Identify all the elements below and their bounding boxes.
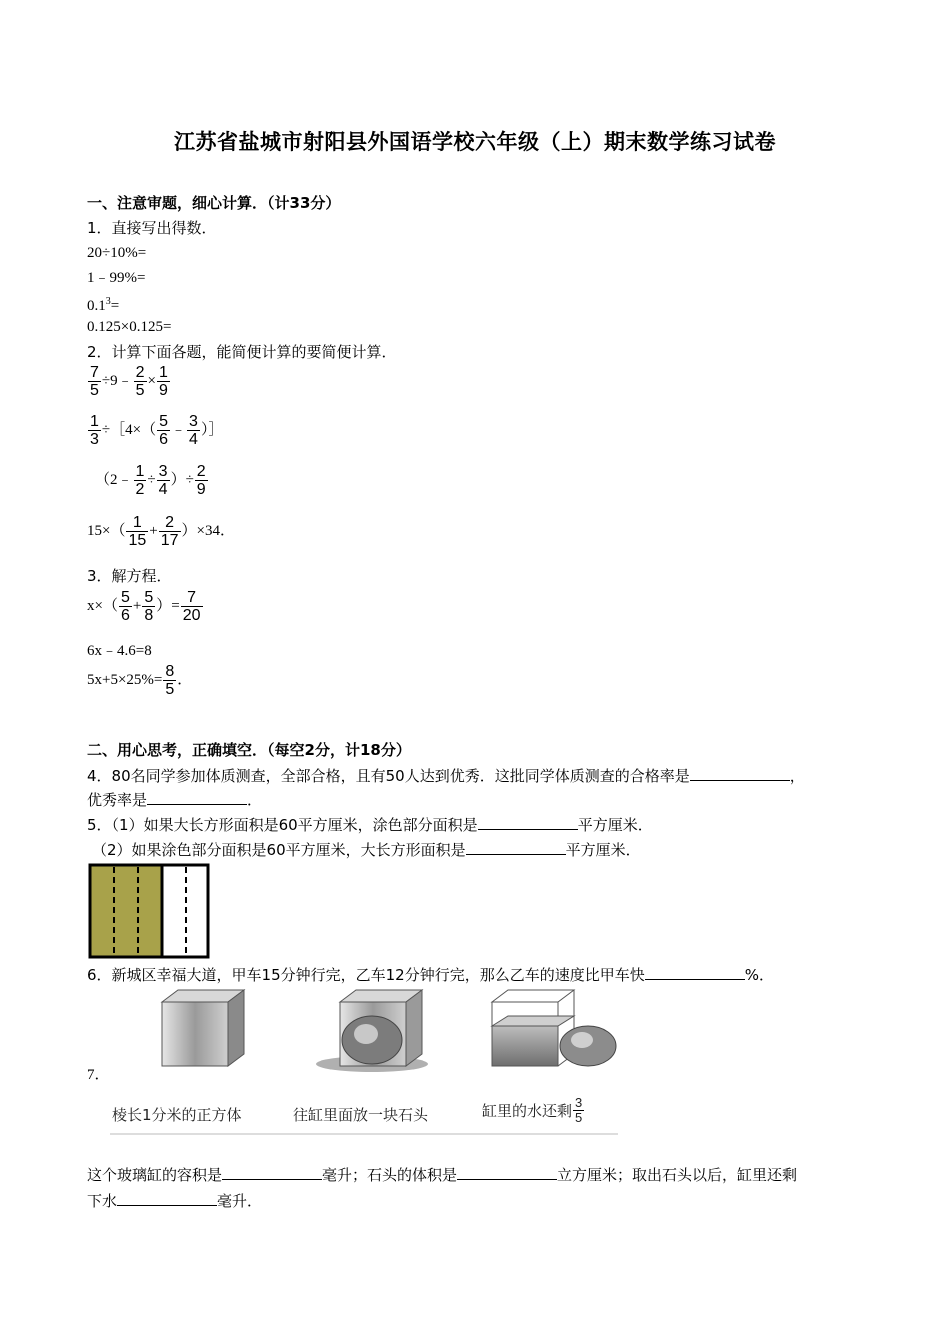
- q7-number: 7．: [87, 1067, 110, 1083]
- caption-1: 棱长1分米的正方体: [112, 1106, 242, 1124]
- cube-with-stone: [316, 990, 428, 1072]
- rectangle-diagram: [88, 863, 212, 959]
- q7-line-2: 下水 毫升．: [87, 1192, 263, 1210]
- q2-expr-2: $\frac{1}{3}$ ÷［4×（ $\frac{5}{6}$ ﹣ $\frac{3}{4}$ ）］: [90, 413, 224, 448]
- q3-expr-2: 6x﹣4.6=8: [87, 643, 152, 659]
- q3-prompt: 3．解方程．: [87, 567, 172, 585]
- answer-blank: [147, 790, 247, 805]
- shaded-part: [90, 865, 162, 957]
- q7-line-1: 这个玻璃缸的容积是 毫升；石头的体积是 立方厘米；取出石头以后，缸里还剩: [87, 1166, 798, 1184]
- q1-item-4: 0.125×0.125=: [87, 319, 172, 335]
- answer-blank: [457, 1165, 557, 1180]
- q6-line: 6．新城区幸福大道，甲车15分钟行完，乙车12分钟行完，那么乙车的速度比甲车快 %．: [87, 966, 774, 984]
- cube-partial-water: [492, 990, 616, 1066]
- q4-line-1: 4．80名同学参加体质测查，全部合格，且有50人达到优秀．这批同学体质测查的合格率是 ，: [87, 767, 805, 785]
- cube-full-water: [162, 990, 244, 1066]
- q1-item-2: 1﹣99%=: [87, 270, 146, 286]
- q5-line-2: （2）如果涂色部分面积是60平方厘米，大长方形面积是 平方厘米．: [92, 841, 641, 859]
- q2-expr-3: （2﹣ $\frac{1}{2}$ ÷ $\frac{3}{4}$ ）÷ $\frac{2}{9}$: [95, 463, 206, 498]
- answer-blank: [117, 1191, 217, 1206]
- answer-blank: [645, 965, 745, 980]
- q5-line-1: 5．（1）如果大长方形面积是60平方厘米，涂色部分面积是 平方厘米．: [87, 816, 653, 834]
- answer-blank: [466, 840, 566, 855]
- section-2-heading: 二、用心思考，正确填空．（每空2分，计18分）: [87, 741, 411, 759]
- q2-expr-4: 15×（ $\frac{1}{15}$ + $\frac{2}{17}$ ）×34．: [87, 514, 235, 549]
- q3-expr-1: x×（ $\frac{5}{6}$ + $\frac{5}{8}$ ）= $\frac{7}{20}$: [87, 589, 201, 624]
- page-title: 江苏省盐城市射阳县外国语学校六年级（上）期末数学练习试卷: [174, 130, 776, 154]
- exponent: 3: [105, 296, 111, 307]
- answer-blank: [478, 815, 578, 830]
- caption-3: 缸里的水还剩 $\frac{3}{5}$: [482, 1095, 583, 1125]
- q1-prompt: 1．直接写出得数．: [87, 219, 217, 237]
- q1-item-1: 20÷10%=: [87, 245, 147, 261]
- answer-blank: [690, 766, 790, 781]
- caption-2: 往缸里面放一块石头: [293, 1106, 429, 1124]
- q1-item-3: $0.1^3=$: [87, 296, 120, 314]
- q4-line-2: 优秀率是 ．: [87, 791, 263, 809]
- answer-blank: [222, 1165, 322, 1180]
- q2-expr-1: $\frac{7}{5}$ ÷9﹣ $\frac{2}{5}$ × $\frac{1}{9}$: [90, 364, 168, 399]
- q3-expr-3: 5x+5×25%= $\frac{8}{5}$ ．: [87, 663, 193, 698]
- section-1-heading: 一、注意审题，细心计算．（计33分）: [87, 194, 341, 212]
- q2-prompt: 2．计算下面各题，能简便计算的要简便计算．: [87, 343, 397, 361]
